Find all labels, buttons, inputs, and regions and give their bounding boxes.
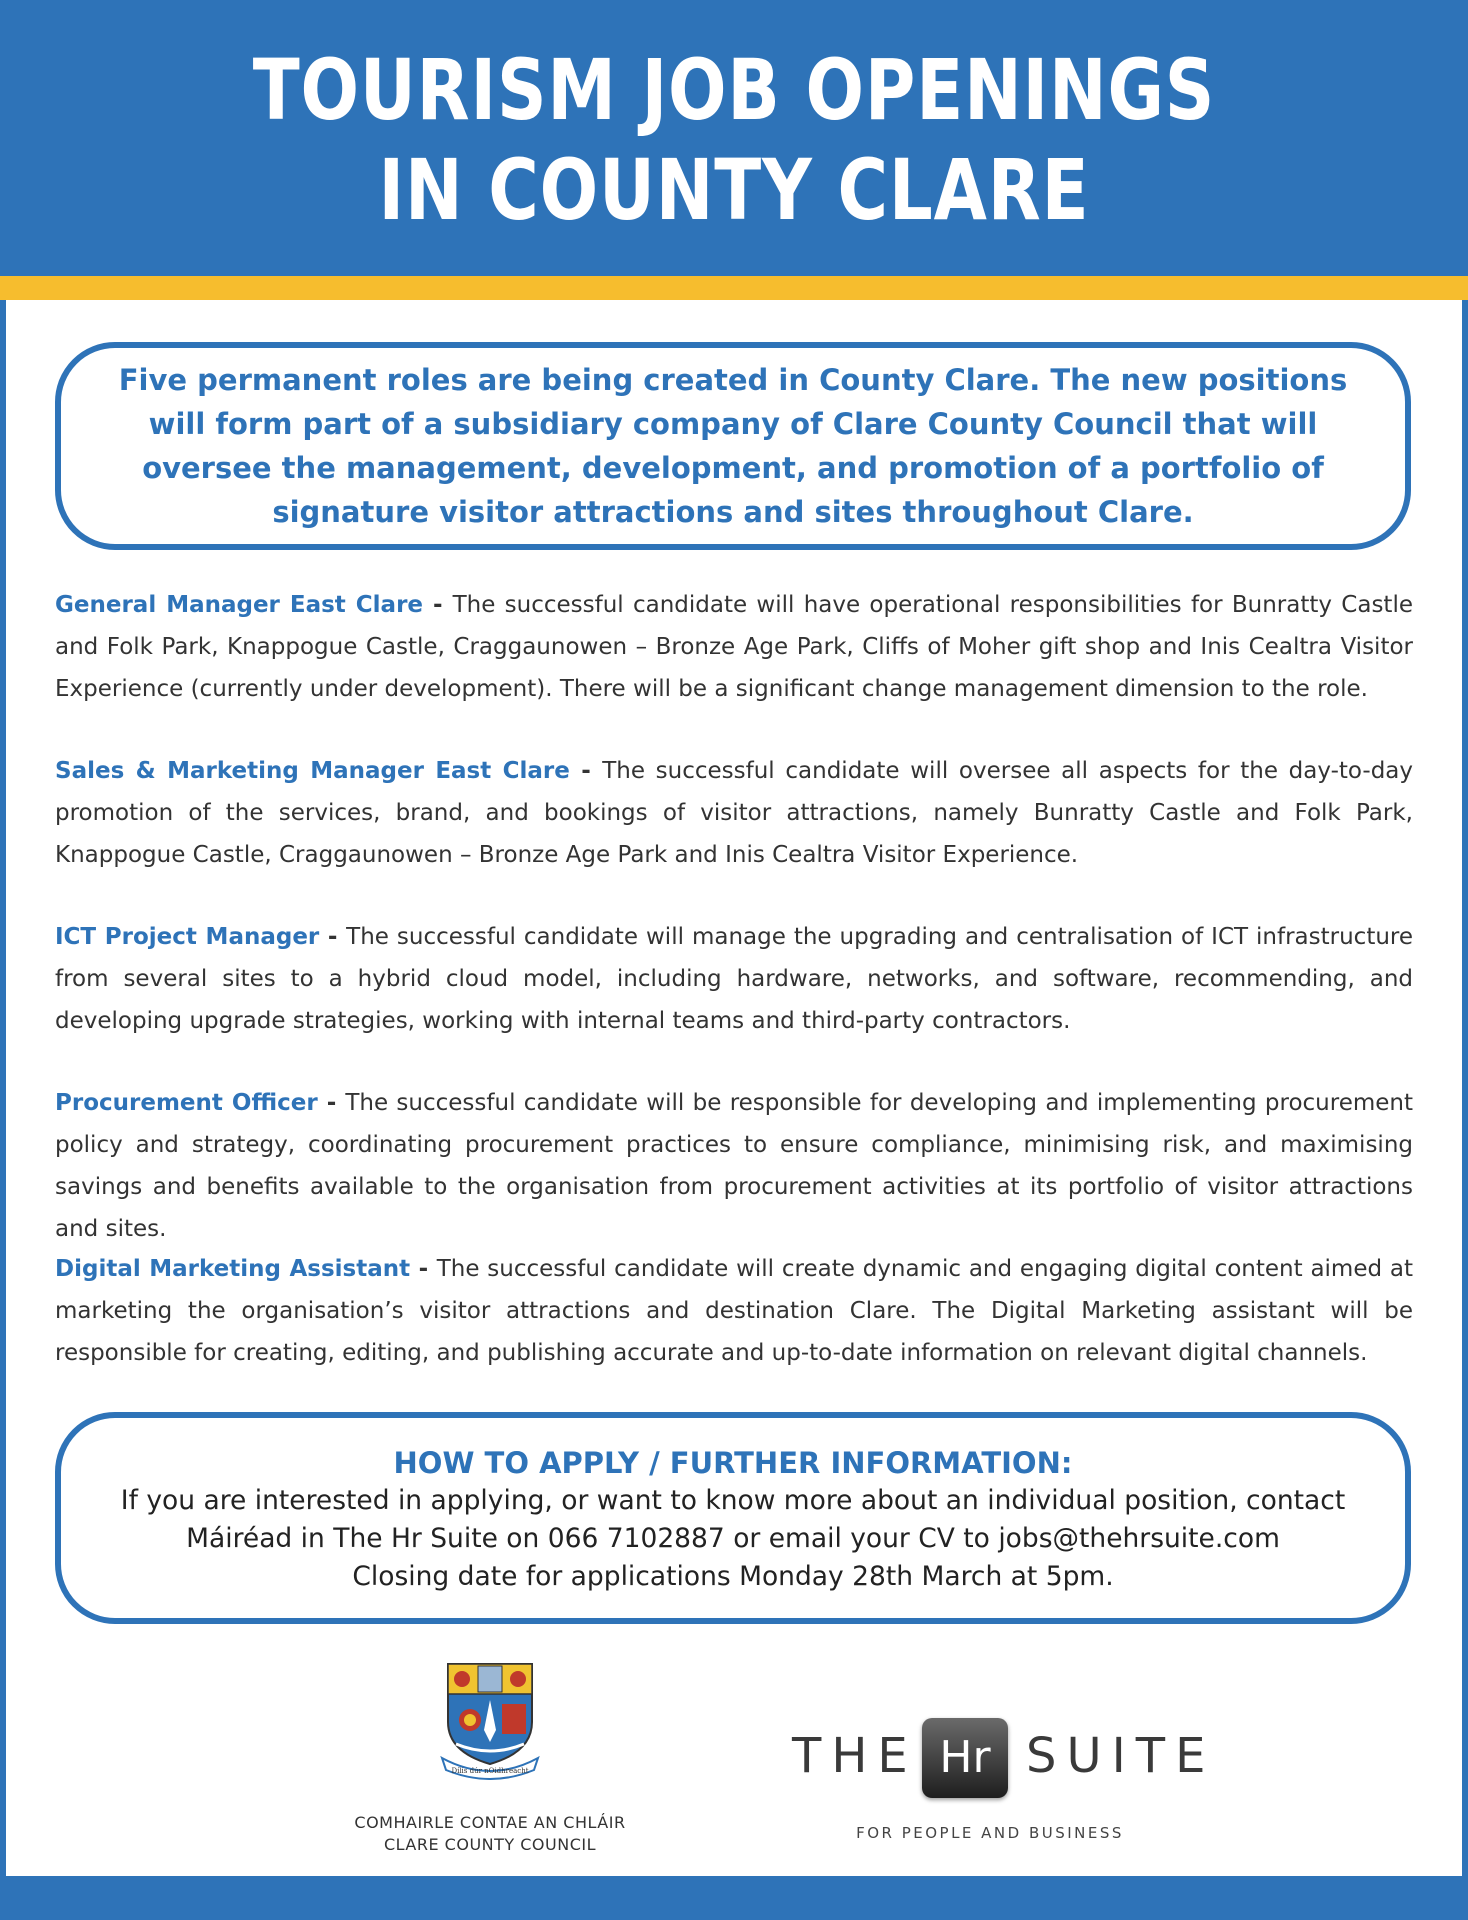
job-separator: -	[569, 758, 603, 784]
job-title: ICT Project Manager	[55, 924, 320, 950]
intro-box	[55, 342, 1411, 550]
hr-suite-wordmark	[780, 1710, 1216, 1800]
job-description: The successful candidate will be responsible for developing and implementing procurement policy and strategy, coordinating procurement practices to ensure compliance, minimising risk, and maximising savings and benefits available to the organisation from procurement activities at its portfolio of visitor attractions and sites.	[55, 1090, 1414, 1242]
apply-line-1: If you are interested in applying, or want to know more about an individual position, contact	[120, 1485, 1346, 1516]
job-separator: -	[410, 1256, 437, 1282]
job-description: The successful candidate will have operational responsibilities for Bunratty Castle and Folk Park, Knappogue Castle, Craggaunowen – Bronze Age Park, Cliffs of Moher gift shop and Inis Cealtra Visitor Experience (currently under development). There will be a significant change management dimension to the role.	[55, 592, 1413, 702]
footer-bar	[0, 1876, 1468, 1920]
header-banner	[0, 0, 1468, 276]
council-crest-icon	[440, 1660, 540, 1780]
hr-suite-logo	[780, 1710, 1216, 1850]
right-border	[1462, 300, 1468, 1876]
job-digital-marketing-assistant	[55, 1248, 1413, 1374]
job-description: The successful candidate will manage the upgrading and centralisation of ICT infrastructure from several sites to a hybrid cloud model, including hardware, networks, and software, recommending, and developing upgrade strategies, working with internal teams and third-party contractors.	[55, 924, 1414, 1034]
job-description: The successful candidate will oversee all aspects for the day-to-day promotion of the services, brand, and bookings of visitor attractions, namely Bunratty Castle and Folk Park, Knappogue Castle, Craggaunowen – Bronze Age Park and Inis Cealtra Visitor Experience.	[55, 758, 1413, 868]
job-title: Digital Marketing Assistant	[55, 1256, 411, 1282]
page-title	[132, 40, 1336, 240]
apply-line-3: Closing date for applications Monday 28th March at 5pm.	[352, 1561, 1114, 1592]
apply-line-2: Máiréad in The Hr Suite on 066 7102887 or email your CV to jobs@thehrsuite.com	[186, 1523, 1280, 1554]
job-separator: -	[423, 592, 453, 618]
accent-stripe	[0, 276, 1468, 300]
title-line-1: TOURISM JOB OPENINGS	[252, 41, 1216, 139]
hr-suite-word-the: THE	[792, 1728, 918, 1784]
job-separator: -	[319, 924, 347, 950]
job-description: The successful candidate will create dynamic and engaging digital content aimed at marketing the organisation’s visitor attractions and destination Clare. The Digital Marketing assistant will be responsible for creating, editing, and publishing accurate and up-to-date information on relevant digital channels.	[55, 1256, 1414, 1366]
hr-badge-icon: Hr	[922, 1718, 1008, 1798]
council-name	[340, 1812, 640, 1856]
job-title: General Manager East Clare	[55, 592, 424, 618]
left-border	[0, 300, 6, 1876]
job-general-manager	[55, 584, 1413, 710]
council-name-english: CLARE COUNTY COUNCIL	[383, 1835, 597, 1854]
svg-text:Dílis dúr nOidhreacht: Dílis dúr nOidhreacht	[451, 1767, 529, 1775]
job-title: Sales & Marketing Manager East Clare	[55, 758, 570, 784]
job-procurement-officer	[55, 1082, 1413, 1250]
council-name-irish: COMHAIRLE CONTAE AN CHLÁIR	[354, 1813, 626, 1832]
title-line-2: IN COUNTY CLARE	[378, 141, 1090, 239]
hr-suite-tagline: FOR PEOPLE AND BUSINESS	[856, 1824, 1124, 1842]
job-sales-marketing-manager	[55, 750, 1413, 876]
job-ict-project-manager	[55, 916, 1413, 1042]
council-logo	[340, 1660, 640, 1860]
job-separator: -	[317, 1090, 346, 1116]
hr-suite-word-suite: SUITE	[1026, 1728, 1216, 1784]
job-title: Procurement Officer	[55, 1090, 318, 1116]
apply-box	[55, 1412, 1411, 1624]
apply-heading: HOW TO APPLY / FURTHER INFORMATION:	[393, 1446, 1073, 1480]
intro-text: Five permanent roles are being created in County Clare. The new positions will form part of a subsidiary company of Clare County Council that will oversee the management, development, and promotion of a portfolio of signature visitor attractions and sites throughout Clare.	[118, 363, 1348, 529]
